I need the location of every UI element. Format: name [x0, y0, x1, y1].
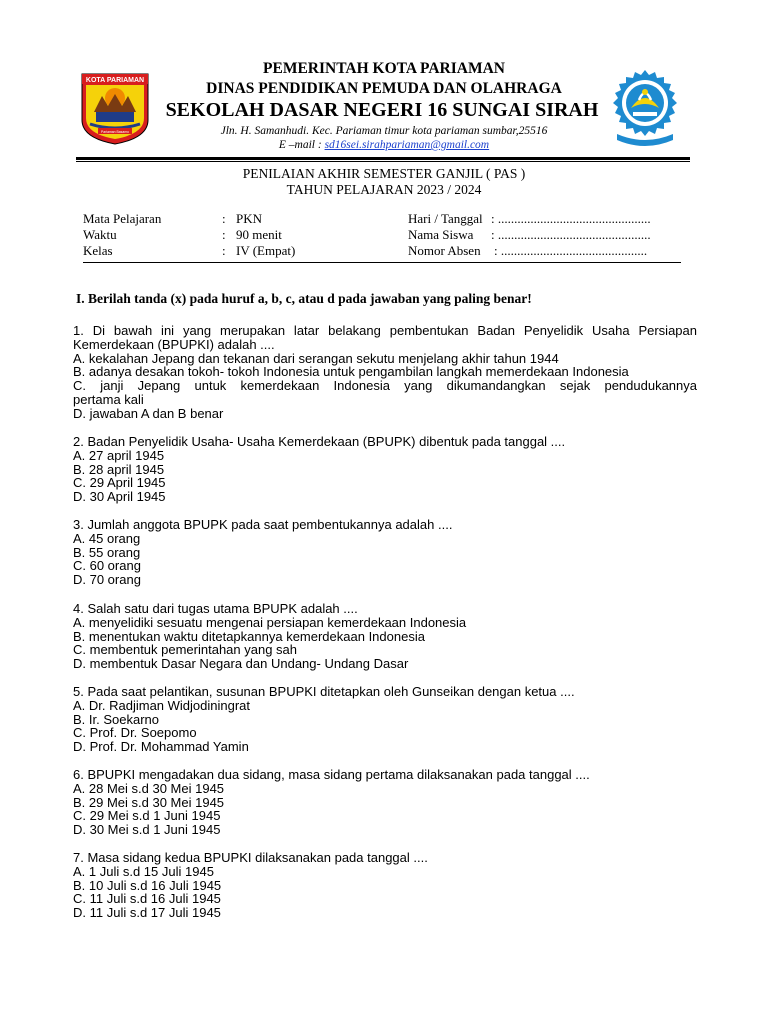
time-label: Waktu: [83, 227, 117, 242]
question-2: [73, 435, 697, 504]
header-rule-thick: [76, 157, 690, 160]
question-text: 1. Di bawah ini yang merupakan latar belakang pembentukan Badan Penyelidik Usaha Persiapan: [73, 323, 697, 338]
option-a[interactable]: A. 45 orang: [73, 530, 141, 546]
absent-field[interactable]: : .............................................: [494, 243, 648, 258]
colon: :: [222, 211, 226, 226]
school-address: Jln. H. Samanhudi. Kec. Pariaman timur kota pariaman sumbar,25516: [220, 125, 548, 137]
question-3: [73, 518, 697, 587]
name-label: Nama Siswa: [408, 227, 474, 242]
option-d[interactable]: D. Prof. Dr. Mohammad Yamin: [73, 739, 249, 755]
question-text: Kemerdekaan (BPUPKI) adalah ....: [73, 336, 275, 352]
name-field[interactable]: : ...............................................: [491, 227, 651, 242]
option-a[interactable]: A. menyelidiki sesuatu mengenai persiapan kemerdekaan Indonesia: [73, 614, 467, 630]
class-label: Kelas: [83, 243, 113, 258]
header-government: PEMERINTAH KOTA PARIAMAN: [263, 60, 505, 77]
question-text: 3. Jumlah anggota BPUPK pada saat pembentukannya adalah ....: [73, 517, 453, 532]
option-c[interactable]: C. 29 Mei s.d 1 Juni 1945: [73, 808, 221, 824]
option-c[interactable]: C. Prof. Dr. Soepomo: [73, 725, 197, 741]
option-c[interactable]: C. 29 April 1945: [73, 475, 166, 491]
option-a[interactable]: A. Dr. Radjiman Widjodiningrat: [73, 697, 251, 713]
header-department: DINAS PENDIDIKAN PEMUDA DAN OLAHRAGA: [206, 80, 562, 97]
date-field[interactable]: : ...............................................: [491, 211, 651, 226]
option-b[interactable]: B. 10 Juli s.d 16 Juli 1945: [73, 877, 222, 893]
option-c-continued[interactable]: pertama kali: [73, 391, 144, 407]
option-c[interactable]: C. janji Jepang untuk kemerdekaan Indonesia yang dikumandangkan sejak pendudukannya: [73, 378, 697, 394]
option-c[interactable]: C. 11 Juli s.d 16 Juli 1945: [73, 891, 221, 907]
email-link[interactable]: sd16sei.sirahpariaman@gmail.com: [324, 139, 490, 151]
colon: :: [222, 243, 226, 258]
option-c[interactable]: C. membentuk pemerintahan yang sah: [73, 642, 298, 658]
option-b[interactable]: B. adanya desakan tokoh- tokoh Indonesia untuk pengambilan langkah memerdekaan Indonesia: [73, 364, 629, 380]
logo-left-text: KOTA PARIAMAN: [85, 77, 145, 84]
absent-label: Nomor Absen: [408, 243, 481, 258]
question-5: [73, 685, 697, 754]
instruction: I. Berilah tanda (x) pada huruf a, b, c, atau d pada jawaban yang paling benar!: [76, 291, 532, 306]
option-b[interactable]: B. 28 april 1945: [73, 461, 165, 477]
question-text: 7. Masa sidang kedua BPUPKI dilaksanakan pada tanggal ....: [73, 850, 428, 865]
question-text: 5. Pada saat pelantikan, susunan BPUPKI ditetapkan oleh Gunseikan dengan ketua ....: [73, 684, 575, 699]
subject-value: PKN: [236, 211, 263, 226]
exam-title: PENILAIAN AKHIR SEMESTER GANJIL ( PAS ): [242, 166, 526, 181]
email-label: E –mail :: [278, 139, 325, 151]
exam-year: TAHUN PELAJARAN 2023 / 2024: [286, 182, 482, 197]
question-7: [73, 851, 697, 920]
option-d[interactable]: D. jawaban A dan B benar: [73, 405, 224, 421]
option-d[interactable]: D. 11 Juli s.d 17 Juli 1945: [73, 905, 221, 921]
option-a[interactable]: A. kekalahan Jepang dan tekanan dari serangan sekutu menjelang akhir tahun 1944: [73, 350, 559, 366]
logo-left-motto: Pariaman Basamo: [101, 130, 129, 134]
option-a[interactable]: A. 1 Juli s.d 15 Juli 1945: [73, 863, 214, 879]
option-b[interactable]: B. Ir. Soekarno: [73, 711, 159, 727]
option-c[interactable]: C. 60 orang: [73, 558, 141, 574]
option-d[interactable]: D. 30 April 1945: [73, 489, 166, 505]
question-text: 6. BPUPKI mengadakan dua sidang, masa sidang pertama dilaksanakan pada tanggal ....: [73, 767, 590, 782]
colon: :: [222, 227, 226, 242]
option-d[interactable]: D. membentuk Dasar Negara dan Undang- Undang Dasar: [73, 656, 409, 672]
header-rule-thin: [76, 161, 690, 162]
option-a[interactable]: A. 27 april 1945: [73, 447, 165, 463]
option-d[interactable]: D. 70 orang: [73, 572, 141, 588]
option-b[interactable]: B. menentukan waktu ditetapkannya kemerdekaan Indonesia: [73, 628, 425, 644]
option-b[interactable]: B. 55 orang: [73, 544, 141, 560]
option-b[interactable]: B. 29 Mei s.d 30 Mei 1945: [73, 794, 225, 810]
info-divider: [83, 262, 681, 263]
option-d[interactable]: D. 30 Mei s.d 1 Juni 1945: [73, 822, 221, 838]
time-value: 90 menit: [236, 227, 282, 242]
date-label: Hari / Tanggal: [408, 211, 483, 226]
question-4: [73, 602, 697, 671]
class-value: IV (Empat): [236, 243, 296, 258]
option-a[interactable]: A. 28 Mei s.d 30 Mei 1945: [73, 780, 225, 796]
question-text: 4. Salah satu dari tugas utama BPUPK adalah ....: [73, 601, 358, 616]
question-1: [73, 324, 697, 421]
question-text: 2. Badan Penyelidik Usaha- Usaha Kemerdekaan (BPUPK) dibentuk pada tanggal ....: [73, 434, 566, 449]
question-6: [73, 768, 697, 837]
subject-label: Mata Pelajaran: [83, 211, 162, 226]
school-email-line: [0, 139, 768, 151]
header-school-name: SEKOLAH DASAR NEGERI 16 SUNGAI SIRAH: [165, 99, 599, 121]
